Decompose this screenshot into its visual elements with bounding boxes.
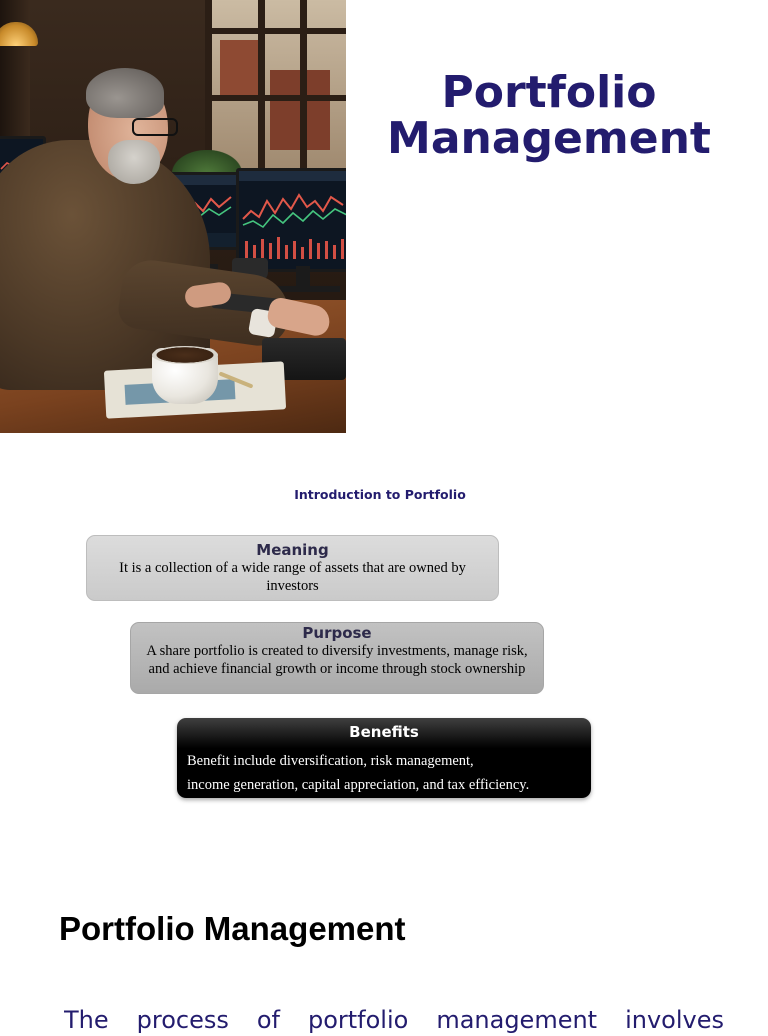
- section-heading: Portfolio Management: [59, 910, 406, 947]
- hero-photo: [0, 0, 346, 433]
- card-heading: Purpose: [302, 624, 372, 642]
- page-title: Portfolio Management: [387, 67, 711, 164]
- card-benefits: [177, 718, 591, 798]
- card-purpose: [130, 622, 544, 694]
- card-text: A share portfolio is created to diversify investments, manage risk, and achieve financial growth or income through stock ownership: [146, 643, 528, 677]
- card-meaning: [86, 535, 499, 601]
- bookshelf: [0, 0, 30, 140]
- diagram-title: Introduction to Portfolio: [294, 487, 466, 502]
- card-heading: Benefits: [349, 723, 419, 741]
- card-heading: Meaning: [256, 541, 329, 559]
- card-text: It is a collection of a wide range of assets that are owned by investors: [119, 560, 466, 594]
- card-text: Benefit include diversification, risk management, income generation, capital appreciation, and tax efficiency.: [187, 753, 530, 793]
- monitor-right: [236, 168, 346, 272]
- lamp-icon: [0, 22, 38, 46]
- glasses-icon: [132, 118, 178, 136]
- section-paragraph: The process of portfolio management involves: [64, 1006, 724, 1034]
